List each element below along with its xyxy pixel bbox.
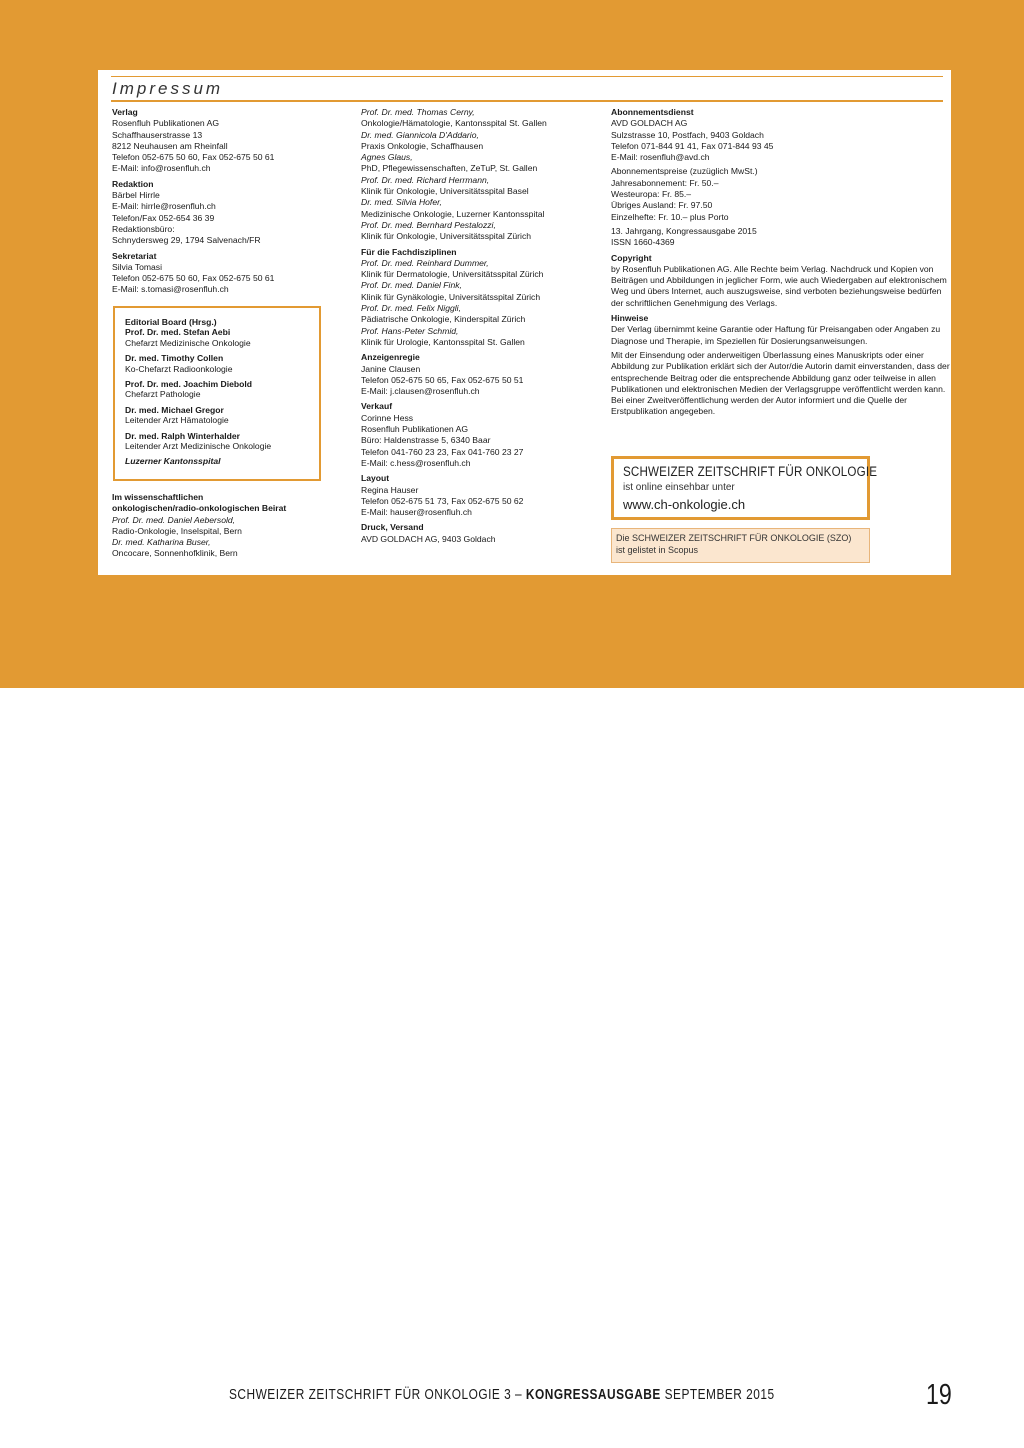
verkauf-heading: Verkauf [361, 401, 393, 412]
editorial-member-role: Leitender Arzt Medizinische Onkologie [125, 441, 272, 452]
fach-member-inst: Pädiatrische Onkologie, Kinderspital Zürich [361, 314, 526, 325]
beirat-member-inst: Oncocare, Sonnenhofklinik, Bern [112, 548, 238, 559]
online-availability-box [611, 456, 878, 520]
board-member-name: Prof. Dr. med. Thomas Cerny, [361, 107, 475, 117]
verkauf-line: Telefon 041-760 23 23, Fax 041-760 23 27 [361, 446, 524, 457]
board-member-inst: Klinik für Onkologie, Universitätsspital Basel [361, 186, 529, 197]
editorial-member-name: Prof. Dr. med. Stefan Aebi [125, 327, 231, 338]
footer-journal: SCHWEIZER ZEITSCHRIFT FÜR ONKOLOGIE 3 – [229, 1387, 526, 1403]
preise-line: Übriges Ausland: Fr. 97.50 [611, 200, 713, 211]
beirat-heading: onkologischen/radio-onkologischen Beirat [112, 503, 287, 514]
sekretariat-line: Silvia Tomasi [112, 261, 162, 272]
anzeigen-line: Telefon 052-675 50 65, Fax 052-675 50 51 [361, 374, 524, 385]
redaktion-line: Schnydersweg 29, 1794 Salvenach/FR [112, 235, 261, 246]
website-link[interactable]: www.ch-onkologie.ch [623, 497, 746, 512]
board-member-inst: Medizinische Onkologie, Luzerner Kantonsspital [361, 208, 545, 219]
redaktion-line: Redaktionsbüro: [112, 223, 175, 234]
footer-date: SEPTEMBER 2015 [660, 1387, 775, 1403]
verlag-line: 8212 Neuhausen am Rheinfall [112, 140, 228, 151]
sekretariat-line: Telefon 052-675 50 60, Fax 052-675 50 61 [112, 273, 275, 284]
board-member-name: Prof. Dr. med. Bernhard Pestalozzi, [361, 219, 496, 230]
verkauf-line: Rosenfluh Publikationen AG [361, 424, 469, 435]
issn-line: ISSN 1660-4369 [611, 237, 675, 248]
preise-line: Einzelhefte: Fr. 10.– plus Porto [611, 211, 729, 222]
footer-issue: KONGRESSAUSGABE [525, 1387, 661, 1403]
layout-email-link[interactable]: E-Mail: hauser@rosenfluh.ch [361, 507, 472, 518]
fach-member-inst: Klinik für Dermatologie, Universitätsspital Zürich [361, 269, 544, 280]
fach-member-name: Prof. Dr. med. Reinhard Dummer, [361, 257, 489, 268]
hinweise-text: Der Verlag übernimmt keine Garantie oder Haftung für Preisangaben oder Angaben zu Diagnose und Therapie, im Speziellen für Dosierungsanweisungen. [611, 324, 941, 346]
beirat-member-name: Dr. med. Katharina Buser, [112, 537, 211, 548]
page-footer [229, 1387, 775, 1403]
verlag-email-link[interactable]: E-Mail: info@rosenfluh.ch [112, 163, 211, 174]
hinweise-text: Mit der Einsendung oder anderweitigen Überlassung eines Manuskripts oder einer Abbildung zur Publikation erklärt sich der Autor/die Autorin damit einverstanden, dass der entsprechende Beitrag oder die entsprechende Abbildung ganz oder teilweise in allen Publikationen und elektronischen Medien der Verlagsgruppe veröffentlicht werden kann. Bei einer Zweitveröffentlichung werden der Autor informiert und die Quelle der Erstpublikation angegeben. [611, 349, 950, 417]
board-member-name: Prof. Dr. med. Richard Herrmann, [361, 174, 490, 185]
preise-line: Westeuropa: Fr. 85.– [611, 189, 692, 200]
advisory-board-section [112, 492, 286, 560]
verkauf-email-link[interactable]: E-Mail: c.hess@rosenfluh.ch [361, 457, 471, 468]
abo-email-link[interactable]: E-Mail: rosenfluh@avd.ch [611, 152, 710, 163]
verlag-line: Schaffhauserstrasse 13 [112, 129, 203, 140]
board-member-name: Dr. med. Silvia Hofer, [361, 197, 442, 208]
layout-heading: Layout [361, 473, 390, 484]
fach-member-inst: Klinik für Urologie, Kantonsspital St. Gallen [361, 336, 525, 347]
board-member-name: Dr. med. Giannicola D'Addario, [361, 129, 479, 140]
editorial-member-name: Prof. Dr. med. Joachim Diebold [125, 379, 253, 390]
beirat-heading: Im wissenschaftlichen [112, 492, 204, 502]
page-title: Impressum [112, 79, 224, 98]
preise-line: Abonnementspreise (zuzüglich MwSt.) [611, 166, 758, 177]
beirat-member-name: Prof. Dr. med. Daniel Aebersold, [112, 514, 236, 525]
fach-member-name: Prof. Hans-Peter Schmid, [361, 325, 459, 336]
redaktion-email-link[interactable]: E-Mail: hirrle@rosenfluh.ch [112, 201, 216, 212]
column-subscription [611, 107, 951, 418]
column-board-contacts [361, 107, 596, 545]
fach-member-name: Prof. Dr. med. Felix Niggli, [361, 303, 461, 314]
abo-line: AVD GOLDACH AG [611, 118, 688, 129]
abo-heading: Abonnementsdienst [611, 107, 694, 117]
verlag-line: Telefon 052-675 50 60, Fax 052-675 50 61 [112, 152, 275, 163]
layout-line: Regina Hauser [361, 484, 419, 495]
anzeigenregie-heading: Anzeigenregie [361, 352, 420, 363]
jahrgang-line: 13. Jahrgang, Kongressausgabe 2015 [611, 225, 757, 236]
editorial-member-name: Dr. med. Timothy Collen [125, 353, 224, 364]
redaktion-heading: Redaktion [112, 178, 154, 189]
druck-line: AVD GOLDACH AG, 9403 Goldach [361, 533, 496, 544]
beirat-member-inst: Radio-Onkologie, Inselspital, Bern [112, 525, 242, 536]
abo-line: Telefon 071-844 91 41, Fax 071-844 93 45 [611, 140, 774, 151]
online-box-title: SCHWEIZER ZEITSCHRIFT FÜR ONKOLOGIE [623, 464, 878, 479]
title-rule-top [111, 76, 943, 77]
fachdisziplinen-heading: Für die Fachdisziplinen [361, 246, 457, 257]
board-member-inst: Klinik für Onkologie, Universitätsspital Zürich [361, 231, 532, 242]
editorial-member-role: Leitender Arzt Hämatologie [125, 415, 229, 426]
board-member-inst: Praxis Onkologie, Schaffhausen [361, 140, 484, 151]
druck-heading: Druck, Versand [361, 522, 424, 533]
copyright-text: by Rosenfluh Publikationen AG. Alle Rechte beim Verlag. Nachdruck und Kopien von Beiträgen und Abbildungen in jeglicher Form, wie auch Wiedergaben auf elektronischem Weg und übers Internet, auch auszugsweise, sind verboten beziehungsweise bedürfen der schriftlichen Genehmigung des Verlags. [611, 263, 947, 308]
editorial-member-role: Ko-Chefarzt Radioonkologie [125, 363, 233, 374]
board-member-inst: PhD, Pflegewissenschaften, ZeTuP, St. Gallen [361, 163, 538, 174]
column-publisher [112, 107, 342, 296]
fach-member-name: Prof. Dr. med. Daniel Fink, [361, 280, 462, 291]
editorial-member-role: Chefarzt Pathologie [125, 389, 201, 400]
editorial-hospital: Luzerner Kantonsspital [125, 456, 221, 467]
sekretariat-email-link[interactable]: E-Mail: s.tomasi@rosenfluh.ch [112, 284, 229, 295]
copyright-heading: Copyright [611, 252, 652, 263]
title-rule-bottom [111, 100, 943, 102]
layout-line: Telefon 052-675 51 73, Fax 052-675 50 62 [361, 495, 524, 506]
page-number: 19 [926, 1379, 952, 1411]
board-member-name: Agnes Glaus, [361, 152, 413, 163]
editorial-member-role: Chefarzt Medizinische Onkologie [125, 337, 251, 348]
board-member-inst: Onkologie/Hämatologie, Kantonsspital St. Gallen [361, 118, 547, 129]
editorial-board-box [113, 306, 321, 481]
sekretariat-heading: Sekretariat [112, 250, 157, 261]
redaktion-line: Bärbel Hirrle [112, 190, 160, 201]
verkauf-line: Corinne Hess [361, 412, 414, 423]
redaktion-line: Telefon/Fax 052-654 36 39 [112, 212, 215, 223]
anzeigen-line: Janine Clausen [361, 363, 421, 374]
anzeigen-email-link[interactable]: E-Mail: j.clausen@rosenfluh.ch [361, 386, 480, 397]
editorial-member-name: Dr. med. Michael Gregor [125, 404, 224, 415]
editorial-member-name: Dr. med. Ralph Winterhalder [125, 430, 241, 441]
verlag-line: Rosenfluh Publikationen AG [112, 118, 220, 129]
abo-line: Sulzstrasse 10, Postfach, 9403 Goldach [611, 129, 764, 140]
scopus-notice [611, 528, 870, 563]
online-box-subtitle: ist online einsehbar unter [623, 482, 735, 493]
scopus-line: ist gelistet in Scopus [616, 545, 699, 555]
hinweise-heading: Hinweise [611, 313, 649, 324]
scopus-line: Die SCHWEIZER ZEITSCHRIFT FÜR ONKOLOGIE (SZO) [616, 533, 852, 543]
verlag-heading: Verlag [112, 107, 138, 117]
editorial-heading: Editorial Board (Hrsg.) [125, 317, 217, 327]
verkauf-line: Büro: Haldenstrasse 5, 6340 Baar [361, 435, 491, 446]
fach-member-inst: Klinik für Gynäkologie, Universitätsspital Zürich [361, 291, 541, 302]
preise-line: Jahresabonnement: Fr. 50.– [611, 177, 719, 188]
